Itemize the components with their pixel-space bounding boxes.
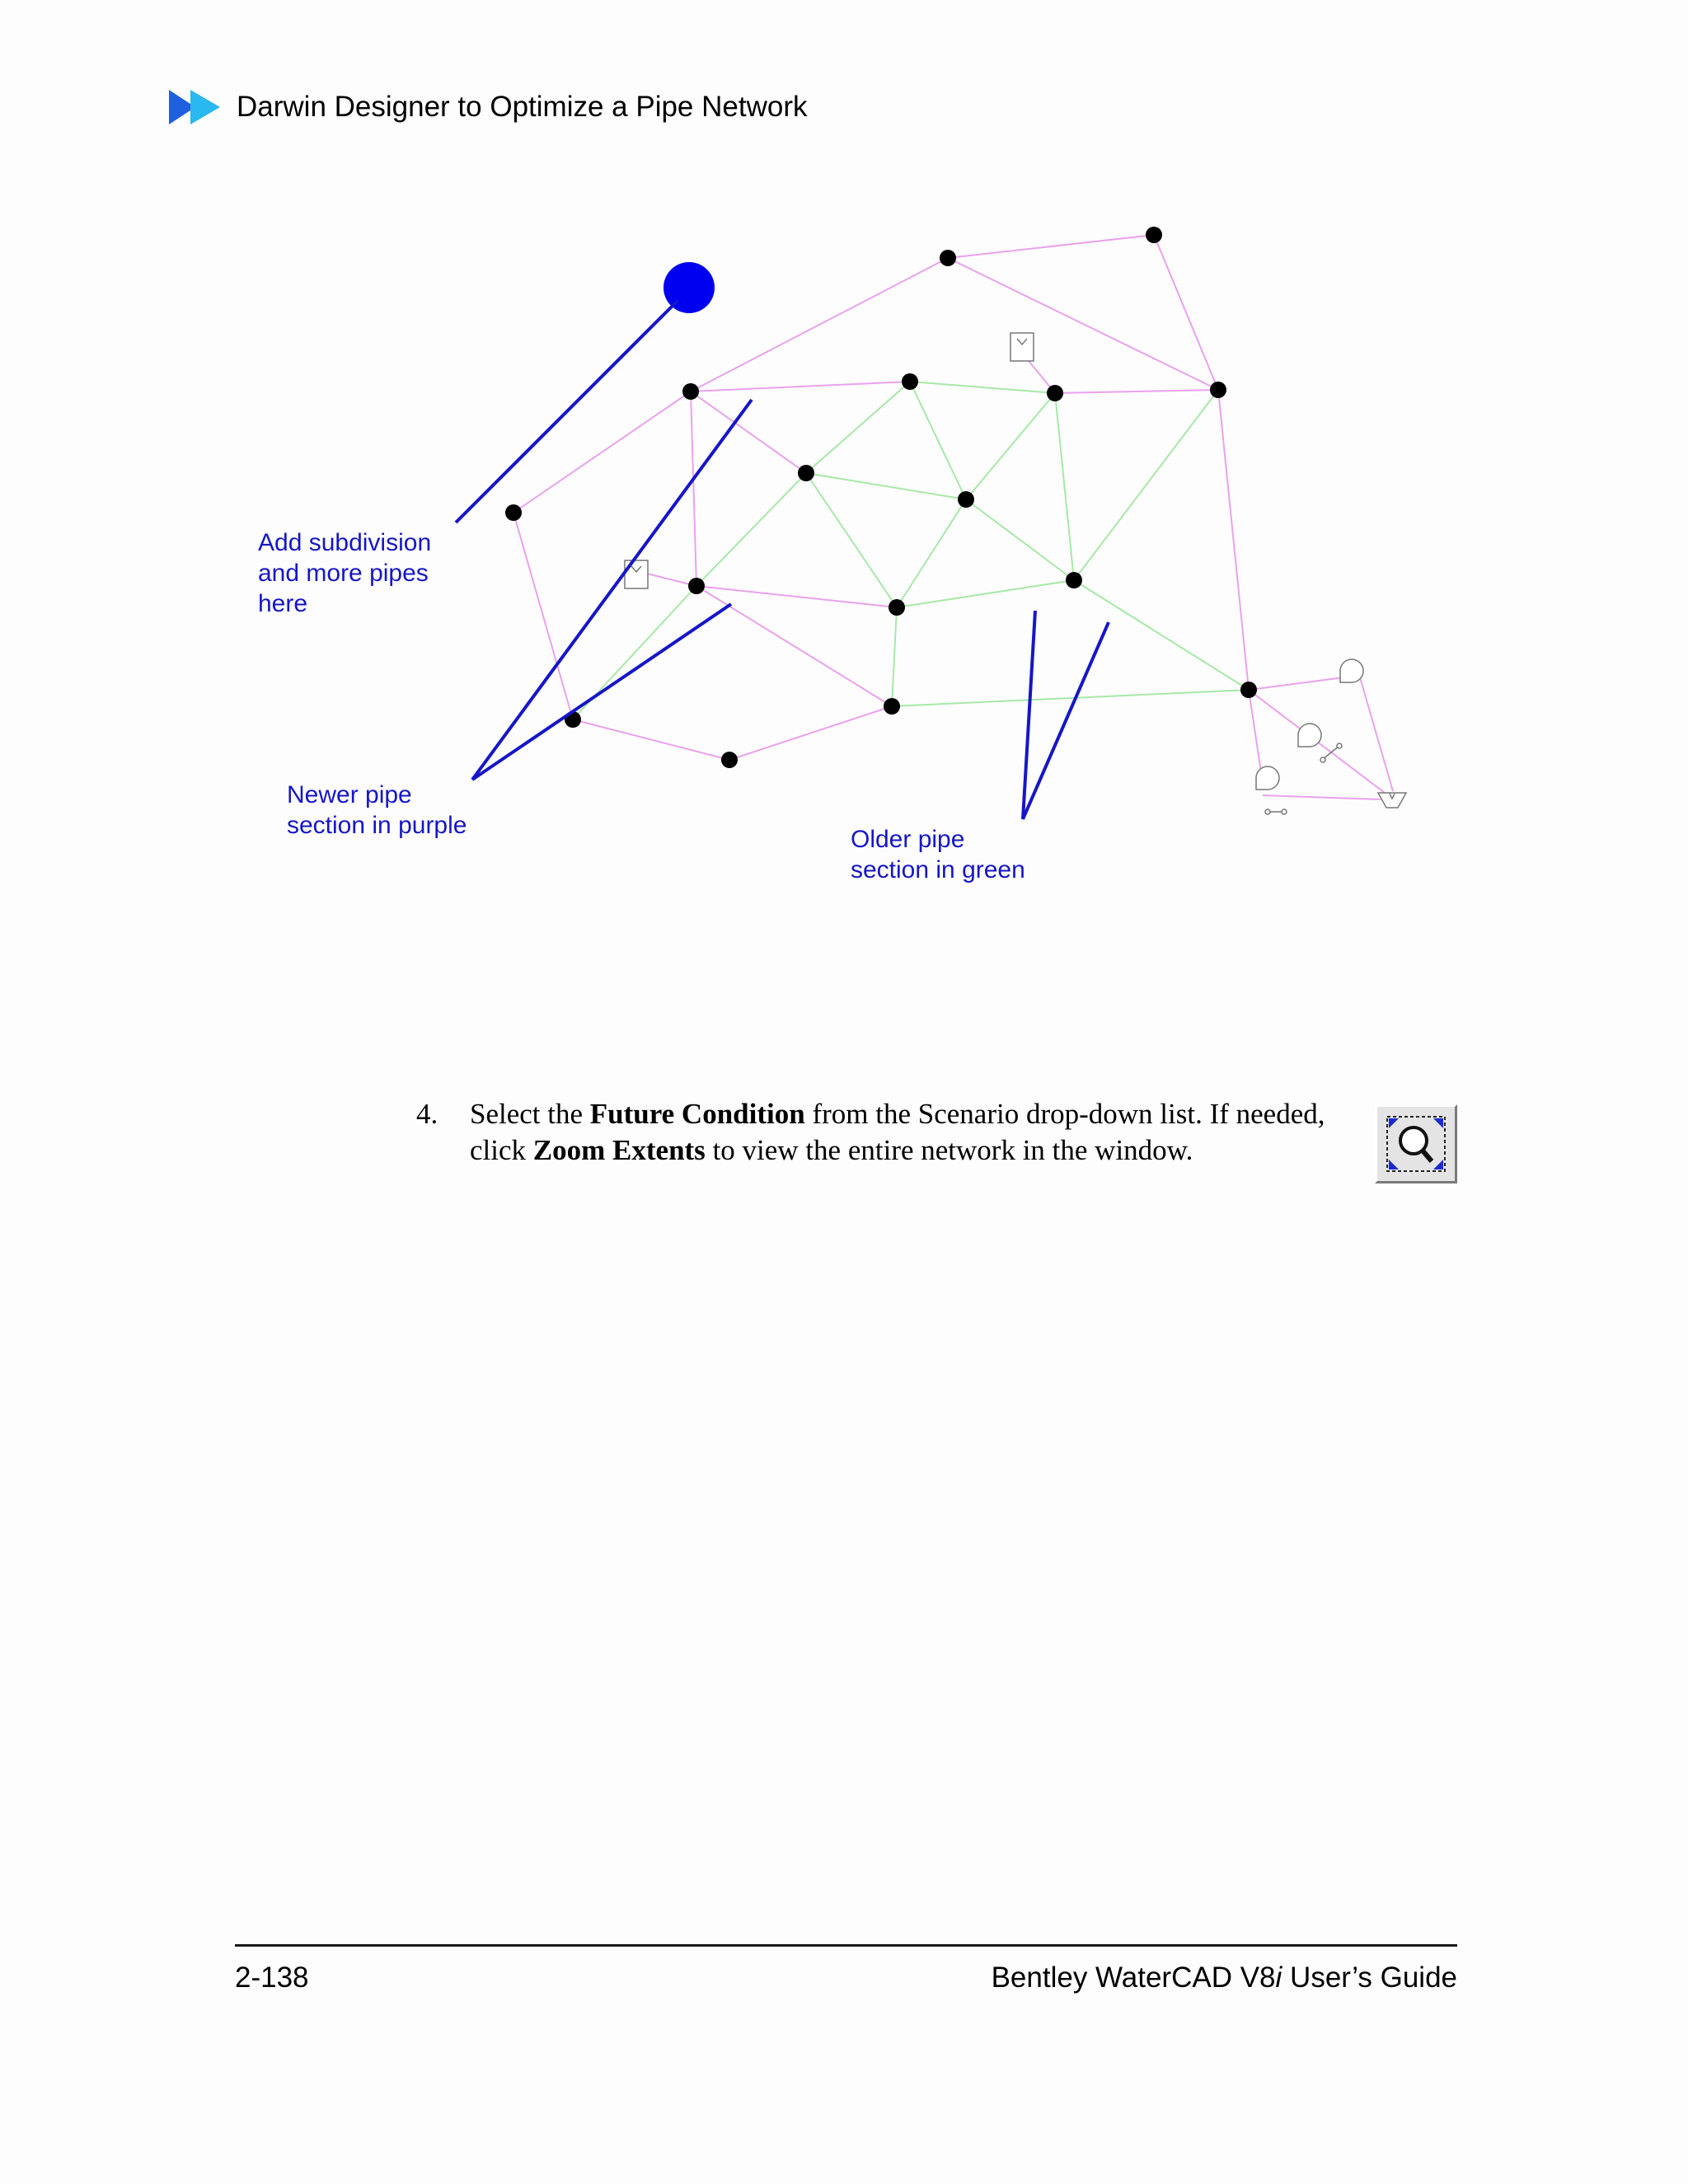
callout-lines: [456, 301, 1109, 819]
header-title: Darwin Designer to Optimize a Pipe Network: [237, 91, 808, 123]
tank-symbols: [625, 333, 1034, 588]
zoom-extents-button[interactable]: [1375, 1104, 1457, 1183]
pipe-network-figure: [0, 0, 1688, 948]
future-condition-term: Future Condition: [589, 1098, 805, 1130]
older-pipes: [573, 382, 1249, 719]
zoom-extents-term: Zoom Extents: [532, 1134, 706, 1166]
older-pipe-label: Older pipe section in green: [851, 826, 1025, 883]
newer-pipe-label: Newer pipe section in purple: [287, 781, 467, 839]
zoom-extents-icon: [1377, 1107, 1455, 1181]
guide-title: Bentley WaterCAD V8i User’s Guide: [991, 1961, 1457, 1994]
footer-rule: [235, 1944, 1457, 1947]
subdivision-label: Add subdivision and more pipes here: [258, 529, 432, 617]
page-number: 2-138: [235, 1961, 309, 1994]
newer-pipes: [513, 235, 1393, 799]
step-number: 4.: [416, 1098, 438, 1130]
step-4: [416, 1096, 1356, 1169]
step-text: Select the Future Condition from the Scenario drop-down list. If needed, click Zoom Extents to view the entire network in the window.: [470, 1098, 1325, 1166]
network-nodes: [505, 227, 1257, 768]
